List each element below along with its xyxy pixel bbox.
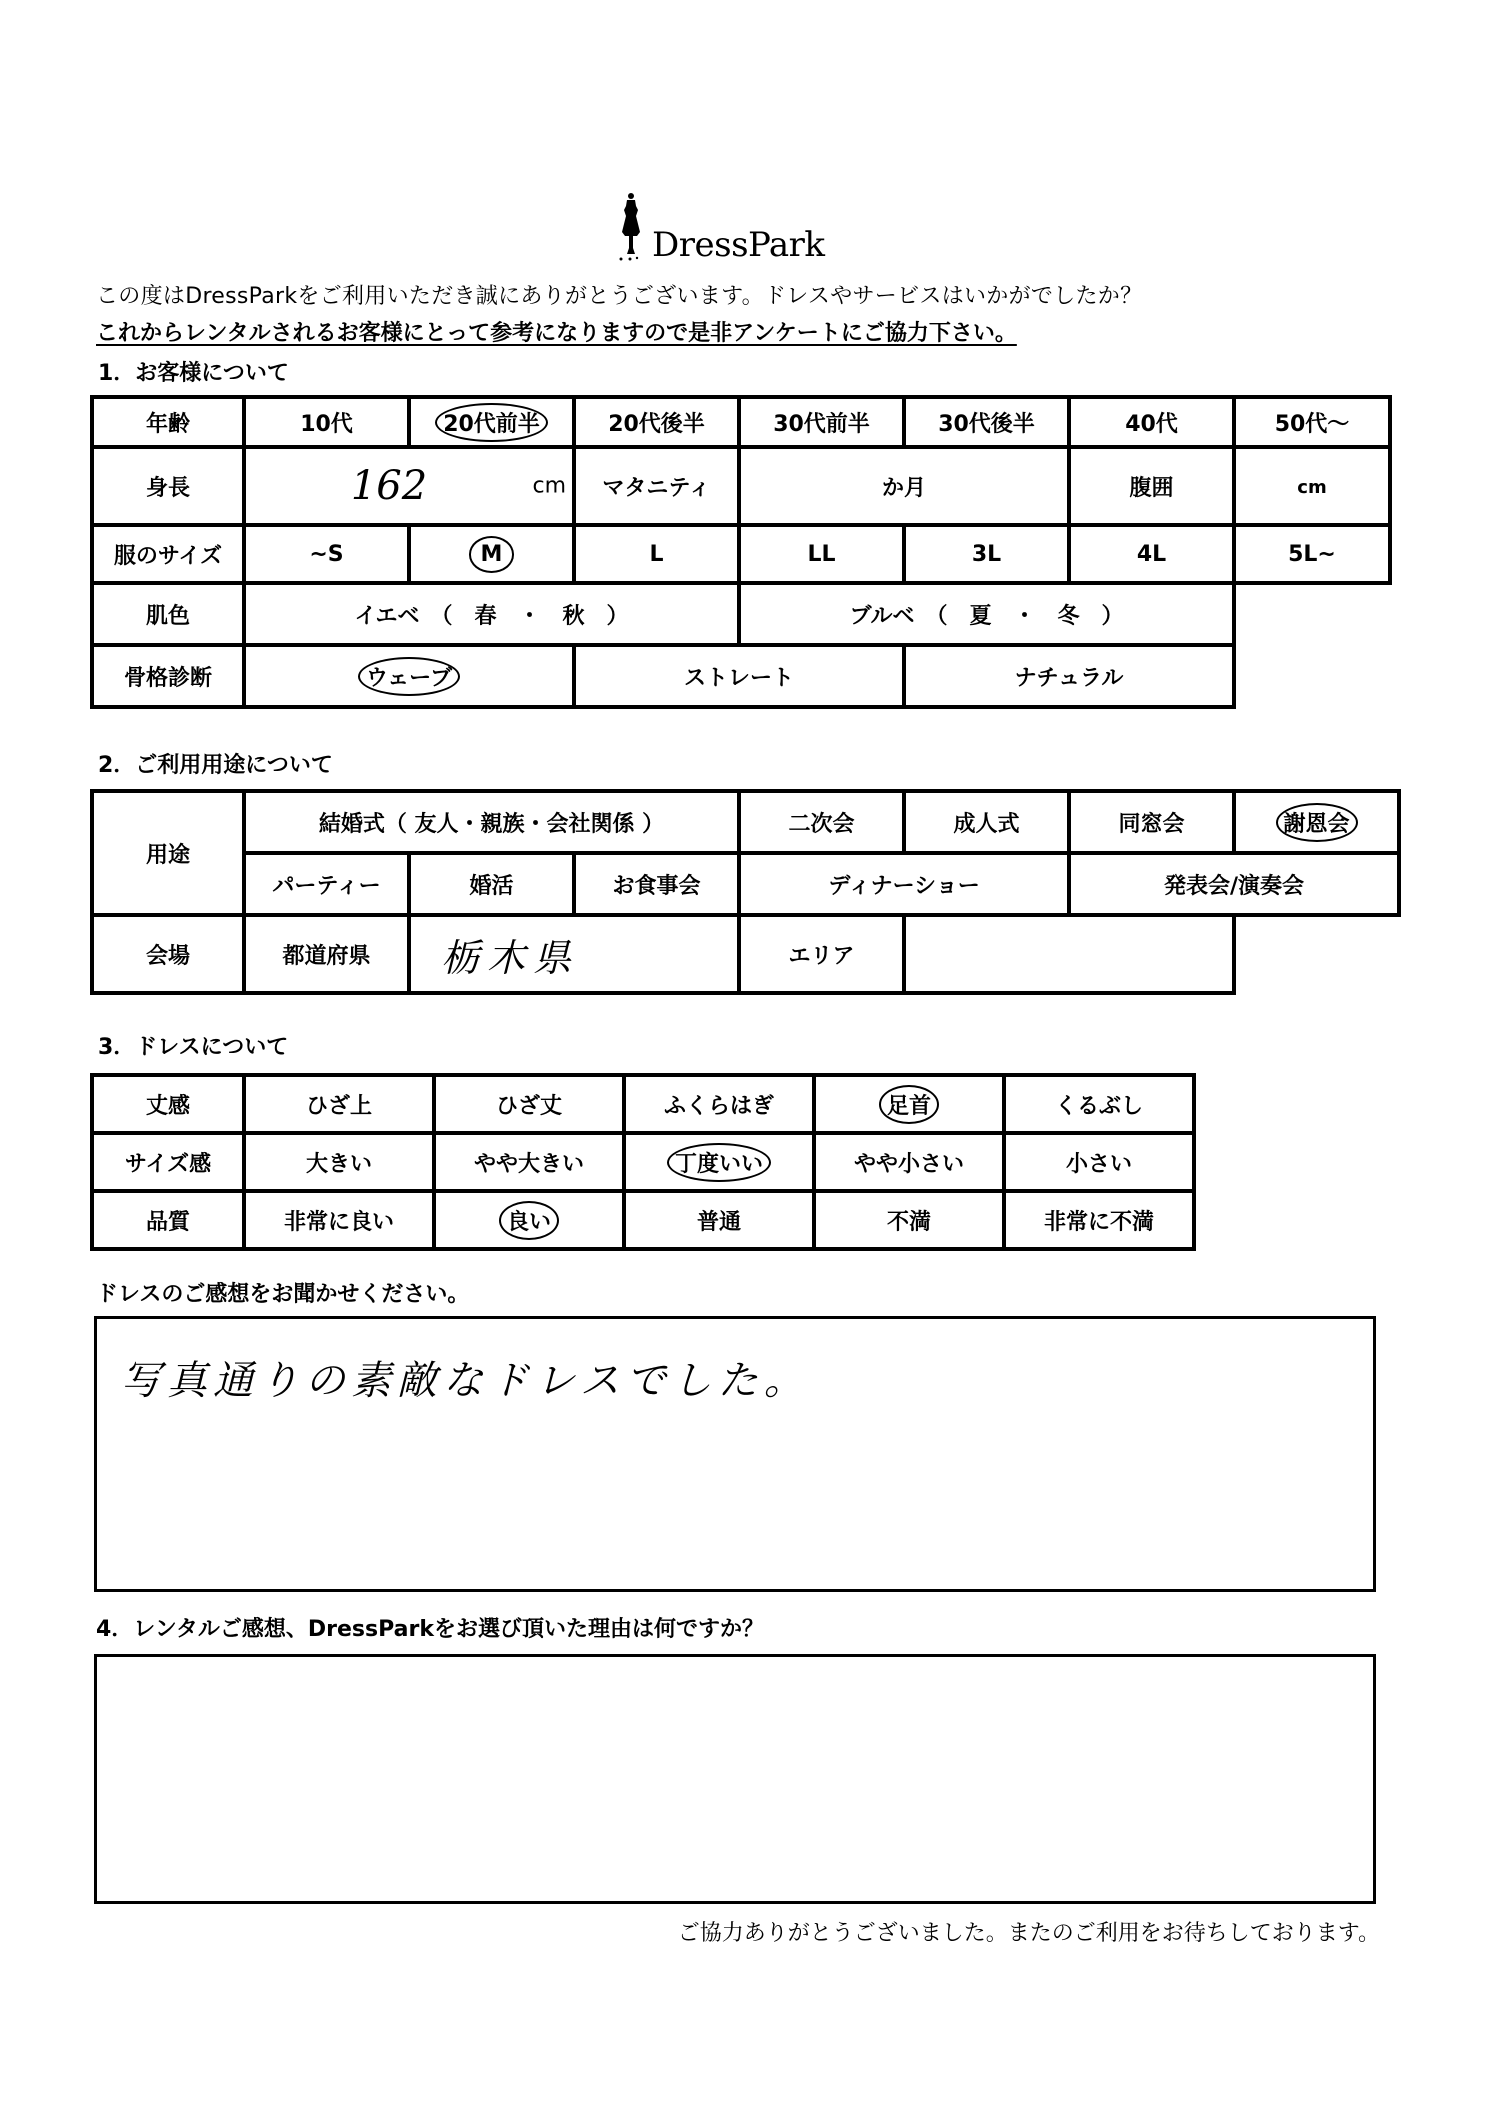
reason-textarea[interactable] (94, 1654, 1376, 1904)
length-option[interactable]: ひざ上 (244, 1075, 434, 1133)
selection-circle: 足首 (879, 1085, 939, 1124)
fit-label: サイズ感 (92, 1133, 244, 1191)
height-field[interactable] (244, 447, 574, 525)
waist-label: 腹囲 (1069, 447, 1234, 525)
fit-option[interactable]: 小さい (1004, 1133, 1194, 1191)
quality-label: 品質 (92, 1191, 244, 1249)
waist-unit: cm (1297, 476, 1327, 498)
age-option[interactable]: 40代 (1069, 397, 1234, 447)
thanks-message: ご協力ありがとうございました。またのご利用をお待ちしております。 (677, 1921, 1380, 1946)
maternity-unit: か月 (881, 475, 926, 501)
fit-row (92, 1133, 1194, 1191)
area-label: エリア (739, 915, 904, 993)
selection-circle: 謝恩会 (1276, 803, 1358, 842)
selection-circle: 良い (499, 1201, 559, 1240)
purpose-option[interactable]: ディナーショー (739, 853, 1069, 915)
section4-title: 4．レンタルご感想、DressParkをお選び頂いた理由は何ですか？ (96, 1617, 764, 1642)
skeleton-label: 骨格診断 (92, 645, 244, 707)
length-option[interactable]: ひざ丈 (434, 1075, 624, 1133)
purpose-option[interactable]: 婚活 (409, 853, 574, 915)
size-option[interactable]: ~S (244, 525, 409, 583)
quality-option[interactable]: 普通 (624, 1191, 814, 1249)
age-label: 年齢 (92, 397, 244, 447)
prefecture-field[interactable] (409, 915, 739, 993)
size-row (92, 525, 1390, 583)
purpose-label: 用途 (92, 791, 244, 915)
skeleton-option-selected[interactable] (244, 645, 574, 707)
height-unit: cm (532, 473, 566, 499)
quality-option[interactable]: 不満 (814, 1191, 1004, 1249)
purpose-option-selected[interactable] (1234, 791, 1399, 853)
purpose-option[interactable]: お食事会 (574, 853, 739, 915)
section3-title: 3．ドレスについて (98, 1035, 289, 1060)
prefecture-label: 都道府県 (244, 915, 409, 993)
purpose-option[interactable]: 発表会/演奏会 (1069, 853, 1399, 915)
skin-yellow-option[interactable]: イエベ （ 春 ・ 秋 ） (244, 583, 739, 645)
intro-text: この度はDressParkをご利用いただき誠にありがとうございます。ドレスやサービスはいかがでしたか？ (96, 284, 1143, 309)
skin-label: 肌色 (92, 583, 244, 645)
size-option[interactable]: 4L (1069, 525, 1234, 583)
size-option[interactable]: 3L (904, 525, 1069, 583)
intro-request: これからレンタルされるお客様にとって参考になりますので是非アンケートにご協力下さい。 (96, 321, 1017, 346)
skin-blue-option[interactable]: ブルベ （ 夏 ・ 冬 ） (739, 583, 1234, 645)
quality-row (92, 1191, 1194, 1249)
age-option[interactable]: 30代後半 (904, 397, 1069, 447)
selection-circle: 20代前半 (435, 403, 548, 442)
age-option[interactable]: 50代～ (1234, 397, 1390, 447)
purpose-option[interactable]: 結婚式（ 友人・親族・会社関係 ） (244, 791, 739, 853)
selection-circle: 丁度いい (667, 1143, 771, 1182)
prefecture-value: 栃木県 (441, 935, 580, 980)
selection-circle: M (469, 536, 515, 573)
selection-circle: ウェーブ (358, 657, 460, 696)
area-field[interactable] (904, 915, 1234, 993)
waist-field[interactable] (1234, 447, 1390, 525)
dress-form-icon (618, 192, 644, 262)
impression-textarea[interactable] (94, 1316, 1376, 1592)
size-option[interactable]: 5L~ (1234, 525, 1390, 583)
size-label: 服のサイズ (92, 525, 244, 583)
skin-row (92, 583, 1390, 645)
size-option[interactable]: LL (739, 525, 904, 583)
venue-label: 会場 (92, 915, 244, 993)
height-value: 162 (350, 463, 428, 509)
length-label: 丈感 (92, 1075, 244, 1133)
height-row (92, 447, 1390, 525)
age-option-selected[interactable] (409, 397, 574, 447)
usage-table (90, 789, 1401, 995)
size-option-selected[interactable] (409, 525, 574, 583)
customer-table (90, 395, 1392, 709)
brand-name: DressPark (652, 225, 825, 265)
length-option[interactable]: くるぶし (1004, 1075, 1194, 1133)
maternity-field[interactable] (739, 447, 1069, 525)
dress-table (90, 1073, 1196, 1251)
impression-prompt: ドレスのご感想をお聞かせください。 (96, 1282, 470, 1307)
maternity-label: マタニティ (574, 447, 739, 525)
purpose-option[interactable]: パーティー (244, 853, 409, 915)
height-label: 身長 (92, 447, 244, 525)
quality-option-selected[interactable] (434, 1191, 624, 1249)
age-option[interactable]: 30代前半 (739, 397, 904, 447)
section1-title: 1．お客様について (98, 361, 289, 386)
purpose-option[interactable]: 同窓会 (1069, 791, 1234, 853)
fit-option[interactable]: やや小さい (814, 1133, 1004, 1191)
quality-option[interactable]: 非常に不満 (1004, 1191, 1194, 1249)
fit-option[interactable]: やや大きい (434, 1133, 624, 1191)
skeleton-option[interactable]: ナチュラル (904, 645, 1234, 707)
brand-logo (618, 192, 825, 265)
size-option[interactable]: L (574, 525, 739, 583)
age-option[interactable]: 20代後半 (574, 397, 739, 447)
skeleton-row (92, 645, 1390, 707)
age-row (92, 397, 1390, 447)
purpose-option[interactable]: 成人式 (904, 791, 1069, 853)
fit-option[interactable]: 大きい (244, 1133, 434, 1191)
length-option-selected[interactable] (814, 1075, 1004, 1133)
length-option[interactable]: ふくらはぎ (624, 1075, 814, 1133)
section2-title: 2．ご利用用途について (98, 753, 333, 778)
length-row (92, 1075, 1194, 1133)
age-option[interactable]: 10代 (244, 397, 409, 447)
skeleton-option[interactable]: ストレート (574, 645, 904, 707)
fit-option-selected[interactable] (624, 1133, 814, 1191)
purpose-option[interactable]: 二次会 (739, 791, 904, 853)
quality-option[interactable]: 非常に良い (244, 1191, 434, 1249)
impression-value: 写真通りの素敵なドレスでした。 (121, 1358, 810, 1404)
